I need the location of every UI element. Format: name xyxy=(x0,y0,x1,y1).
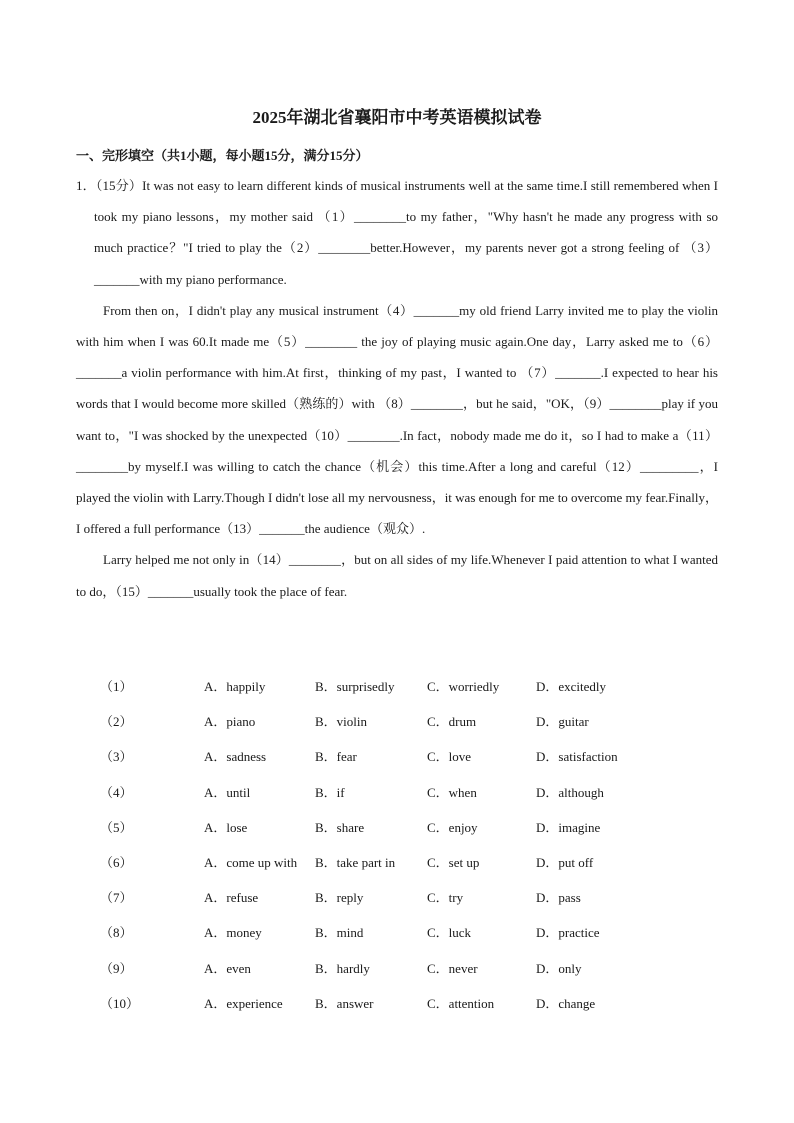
option-b: B．share xyxy=(315,819,365,835)
question-row xyxy=(95,844,715,879)
question-number: （7） xyxy=(100,890,133,906)
option-a: A．even xyxy=(204,960,251,976)
answer-options xyxy=(95,668,715,1020)
option-d: D．guitar xyxy=(536,714,589,730)
question-number: （10） xyxy=(100,995,140,1011)
option-a: A．money xyxy=(204,925,262,941)
option-a: A．lose xyxy=(204,819,248,835)
question-number: （8） xyxy=(100,925,133,941)
question-number: （2） xyxy=(100,714,133,730)
option-c: C．when xyxy=(427,784,477,800)
option-b: B．fear xyxy=(315,749,357,765)
option-c: C．drum xyxy=(427,714,477,730)
option-b: B．take part in xyxy=(315,854,396,870)
question-number: （6） xyxy=(100,854,133,870)
option-b: B．mind xyxy=(315,925,364,941)
question-row xyxy=(95,809,715,844)
question-row xyxy=(95,985,715,1020)
option-b: B．surprisedly xyxy=(315,679,395,694)
option-d: D．only xyxy=(536,960,582,976)
option-d: D．pass xyxy=(536,890,581,906)
option-a: A．experience xyxy=(204,995,283,1011)
passage-paragraph-2: From then on，I didn't play any musical instrument（4）_______my old friend Larry invited me to play the violin with him when I was 60.It made me（5）________ the joy of playing music again.One day，Larry asked me to（6）_______a violin performance with him.At first，thinking of my past，I wanted to （7）_______.I expected to hear his words that I would become more skilled（熟练的）with （8）________，but he said，"OK，（9）________play if you want to，"I was shocked by the unexpected（10）________.In fact，nobody made me do it，so I had to make a（11）________by myself.I was willing to catch the chance（机会）this time.After a long and careful（12）_________，I played the violin with Larry.Though I didn't lose all my nervousness，it was enough for me to overcome my fear.Finally，I offered a full performance（13）_______the audience（观众）. xyxy=(76,302,718,537)
option-b: B．violin xyxy=(315,714,368,730)
question-number: （4） xyxy=(100,784,133,800)
passage-paragraph-3: Larry helped me not only in（14）________，but on all sides of my life.Whenever I paid attention to what I wanted to do，（15）_______usually took the place of fear. xyxy=(76,552,718,599)
option-a: A．refuse xyxy=(204,890,259,906)
reading-passage xyxy=(76,170,718,607)
option-d: D．put off xyxy=(536,854,594,870)
option-d: D．excitedly xyxy=(536,679,607,694)
option-c: C．worriedly xyxy=(427,679,500,694)
option-b: B．hardly xyxy=(315,960,370,976)
question-number: （9） xyxy=(100,960,133,976)
option-a: A．happily xyxy=(204,679,266,694)
passage-paragraph-1: 1．（15分）It was not easy to learn different kinds of musical instruments well at the same time.I still remembered when I took my piano lessons，my mother said （1）________to my father，"Why hasn't he made any progress with so much practice？"I tried to play the（2）________better.However，my parents never got a strong feeling of （3）_______with my piano performance. xyxy=(76,178,718,287)
option-b: B．if xyxy=(315,784,345,800)
question-number: （3） xyxy=(100,749,133,765)
question-number: （5） xyxy=(100,819,133,835)
question-number: （1） xyxy=(100,679,133,694)
question-row xyxy=(95,703,715,738)
option-a: A．piano xyxy=(204,714,256,730)
option-b: B．reply xyxy=(315,890,364,906)
question-row xyxy=(95,668,715,703)
page-title: 2025年湖北省襄阳市中考英语模拟试卷 xyxy=(252,108,542,127)
option-d: D．change xyxy=(536,995,596,1011)
option-c: C．attention xyxy=(427,995,495,1011)
option-a: A．come up with xyxy=(204,854,298,870)
option-c: C．try xyxy=(427,890,464,906)
option-c: C．love xyxy=(427,749,472,765)
question-row xyxy=(95,738,715,773)
option-b: B．answer xyxy=(315,995,374,1011)
option-d: D．imagine xyxy=(536,819,601,835)
question-row xyxy=(95,774,715,809)
option-a: A．sadness xyxy=(204,749,267,765)
question-row xyxy=(95,914,715,949)
option-c: C．luck xyxy=(427,925,472,941)
option-d: D．satisfaction xyxy=(536,749,618,765)
section-heading: 一、完形填空（共1小题，每小题15分，满分15分） xyxy=(76,148,369,163)
question-row xyxy=(95,950,715,985)
question-row xyxy=(95,879,715,914)
option-c: C．set up xyxy=(427,854,480,870)
option-a: A．until xyxy=(204,784,251,800)
option-d: D．although xyxy=(536,784,604,800)
option-c: C．enjoy xyxy=(427,819,478,835)
option-c: C．never xyxy=(427,960,478,976)
option-d: D．practice xyxy=(536,925,600,941)
